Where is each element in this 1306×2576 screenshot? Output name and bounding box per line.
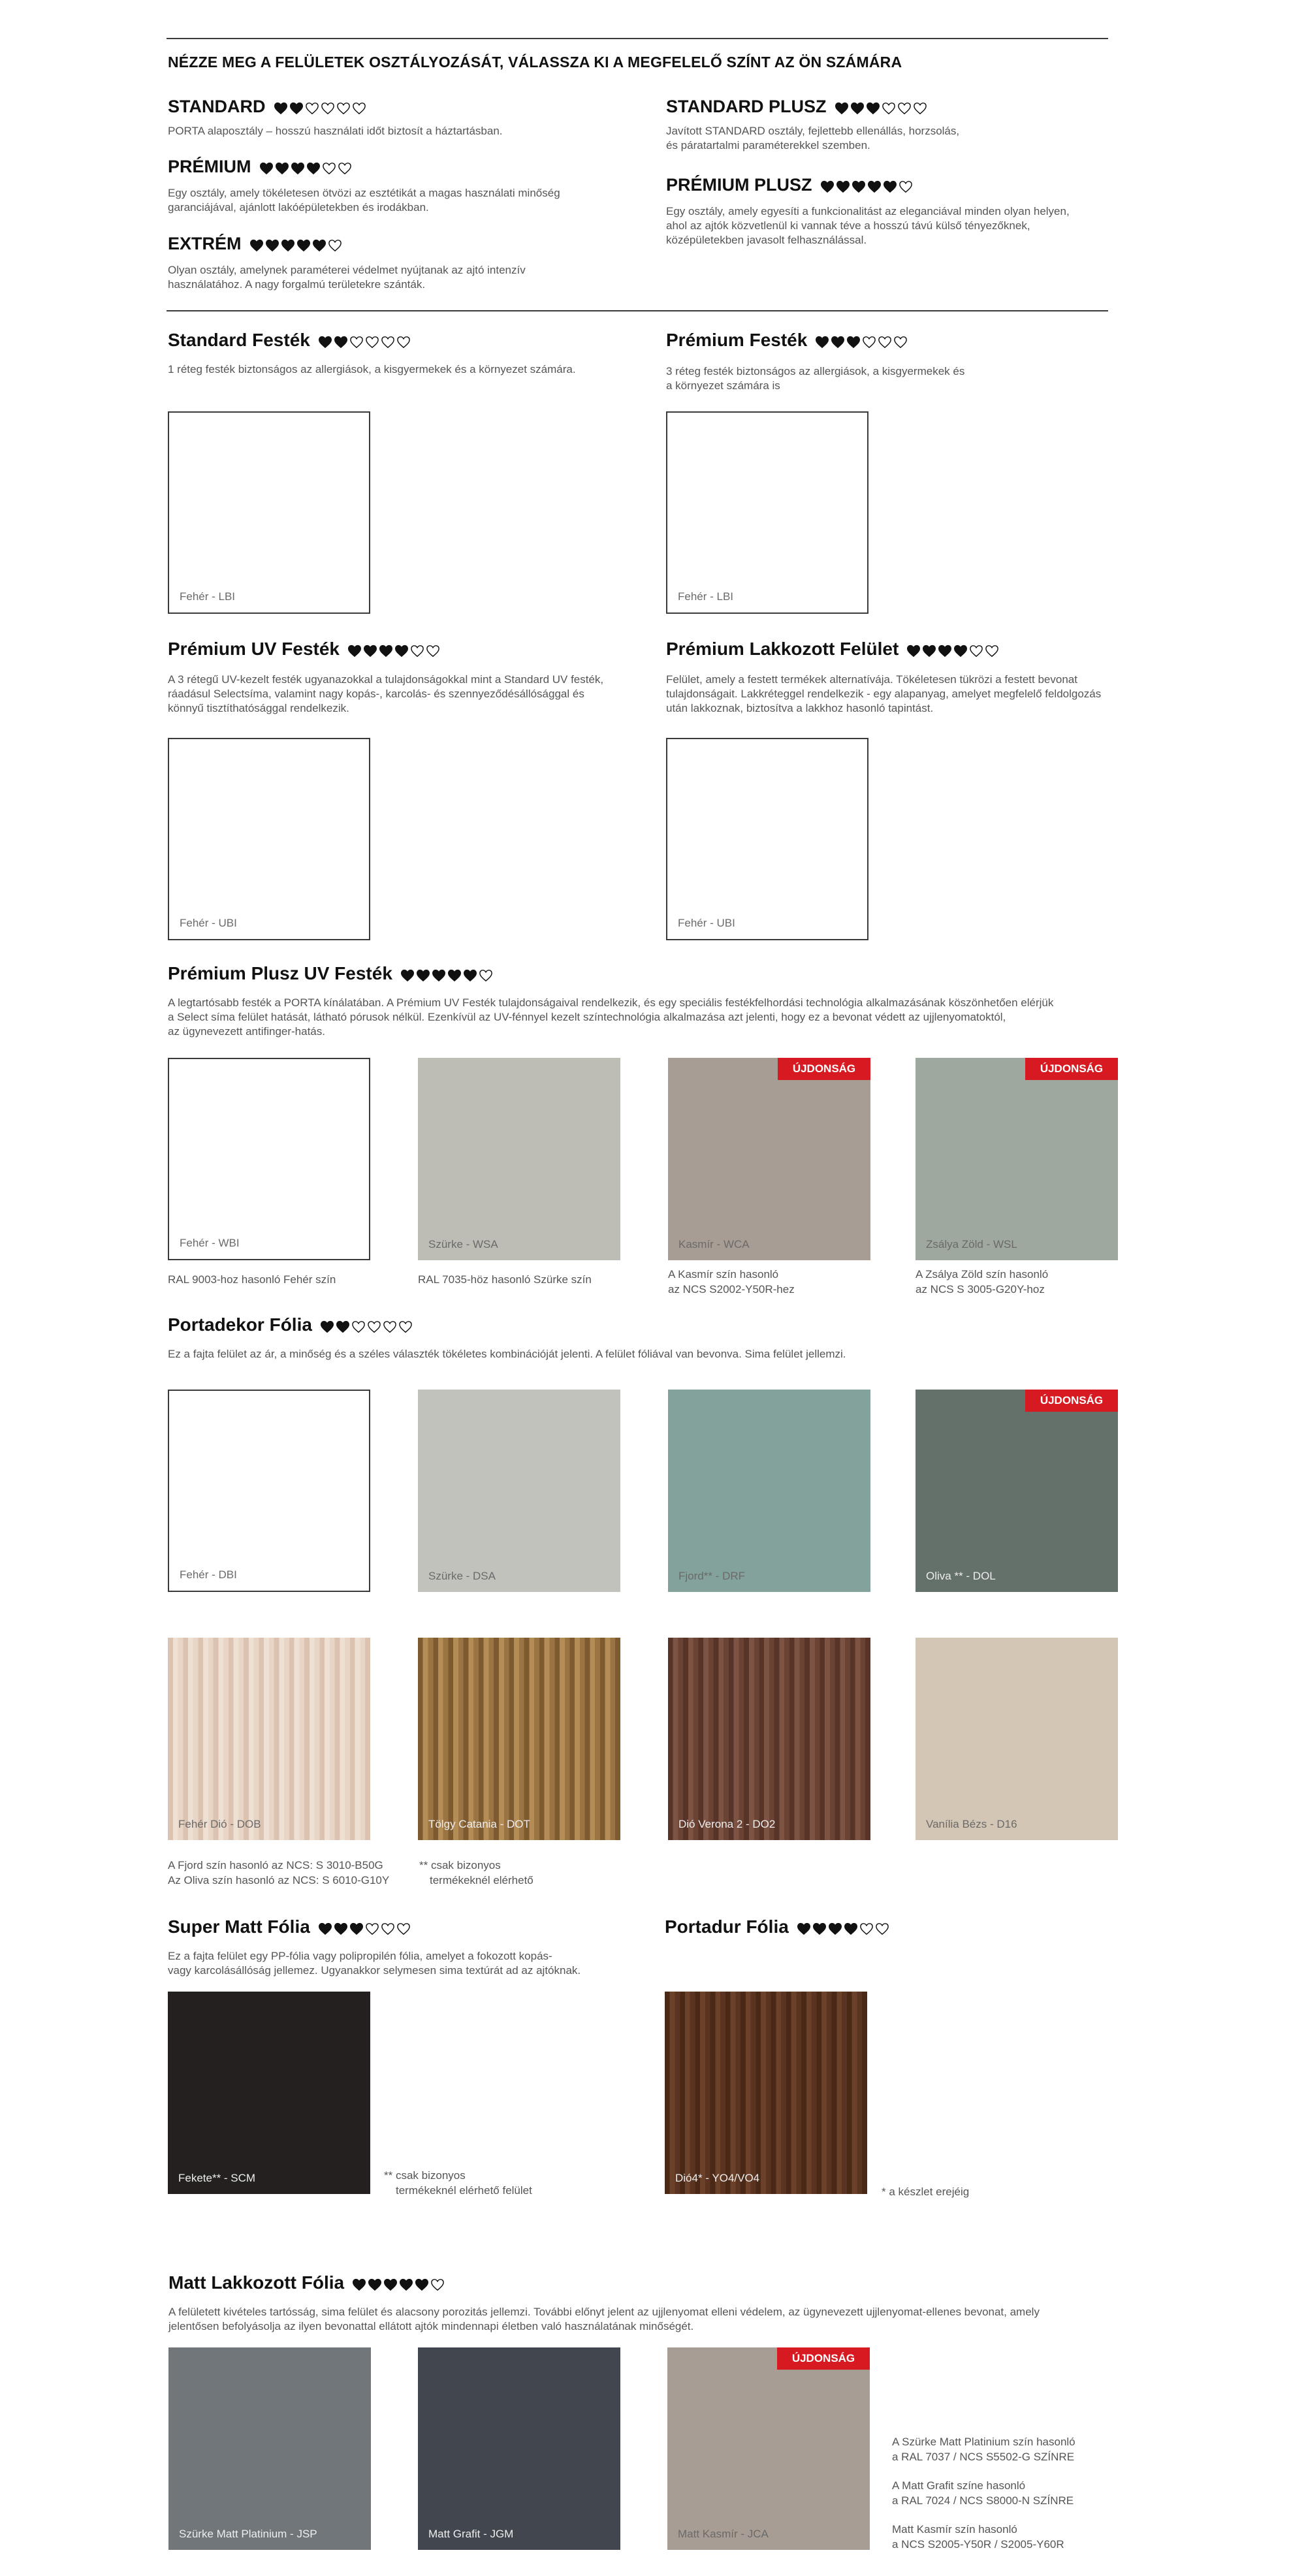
class-premium-title: PRÉMIUM <box>168 157 353 178</box>
new-badge: ÚJDONSÁG <box>1025 1390 1118 1412</box>
rating-hearts <box>318 1918 412 1939</box>
heart-filled-icon <box>850 102 865 115</box>
heart-outline-icon <box>328 239 342 252</box>
swatch-portadur-dio[interactable] <box>665 1992 867 2194</box>
swatch-note: RAL 7035-höz hasonló Szürke szín <box>418 1273 592 1286</box>
rating-hearts <box>259 157 353 178</box>
heart-filled-icon <box>394 644 409 658</box>
heart-outline-icon <box>969 644 983 658</box>
heart-outline-icon <box>426 644 440 658</box>
class-standard-plusz-desc: Javított STANDARD osztály, fejlettebb ellenállás, horzsolás, és páratartalmi paraméterekkel szemben. <box>666 125 960 151</box>
heart-filled-icon <box>815 336 829 349</box>
premium-plusz-uv-title: Prémium Plusz UV Festék <box>168 963 494 985</box>
swatch-ppu-kasmir[interactable] <box>668 1058 870 1260</box>
heart-outline-icon <box>859 1922 874 1935</box>
heart-outline-icon <box>321 102 335 115</box>
heart-outline-icon <box>336 102 351 115</box>
heart-filled-icon <box>820 180 835 193</box>
heart-filled-icon <box>866 102 880 115</box>
swatch-portadekor-dio-verona[interactable] <box>668 1638 870 1840</box>
rating-hearts <box>320 1316 414 1337</box>
swatch-portadekor-oliva[interactable] <box>916 1390 1118 1592</box>
rating-hearts <box>400 964 494 985</box>
heart-filled-icon <box>379 644 393 658</box>
portadekor-availability-note: ** csak bizonyos termékeknél elérhető <box>419 1859 534 1886</box>
heart-filled-icon <box>347 644 362 658</box>
rating-hearts <box>835 97 929 118</box>
heart-filled-icon <box>275 162 289 175</box>
heart-outline-icon <box>365 336 379 349</box>
rating-hearts <box>797 1918 891 1939</box>
swatch-ppu-zsalya[interactable] <box>916 1058 1118 1260</box>
premium-lakk-desc: Felület, amely a festett termékek alternatívája. Tökéletesen tükrözi a festett bevonat tulajdonságait. Lakkréteggel rendelkezik - egy alapanyag, amelyet megfelelő feldolgozás után lakkoznak, biztosítva a lakkhoz hasonló tapintást. <box>666 673 1102 714</box>
rating-hearts <box>820 176 914 196</box>
swatch-portadekor-fjord[interactable] <box>668 1390 870 1592</box>
portadekor-color-note: A Fjord szín hasonló az NCS: S 3010-B50G Az Oliva szín hasonló az NCS: S 6010-G10Y <box>168 1859 390 1886</box>
swatch-premium-festek-white[interactable] <box>666 411 868 614</box>
heart-filled-icon <box>922 644 936 658</box>
heart-filled-icon <box>906 644 921 658</box>
swatch-label: Szürke - DSA <box>428 1570 496 1582</box>
swatch-label: Dió Verona 2 - DO2 <box>678 1818 776 1830</box>
heart-filled-icon <box>867 180 882 193</box>
heart-outline-icon <box>899 180 913 193</box>
class-premium-plusz-title: PRÉMIUM PLUSZ <box>666 175 914 196</box>
swatch-ppu-grey[interactable] <box>418 1058 620 1260</box>
rating-hearts <box>815 331 909 352</box>
swatch-label: Oliva ** - DOL <box>926 1570 996 1582</box>
swatch-label: Fehér - DBI <box>180 1568 237 1581</box>
heart-filled-icon <box>836 180 850 193</box>
swatch-label: Kasmír - WCA <box>678 1238 750 1250</box>
rating-hearts <box>347 640 441 661</box>
standard-festek-desc: 1 réteg festék biztonságos az allergiások, a kisgyermekek és a környezet számára. <box>168 363 576 375</box>
swatch-label: Fekete** - SCM <box>178 2172 256 2184</box>
swatch-matt-kasmir[interactable] <box>667 2347 870 2550</box>
heart-filled-icon <box>306 162 321 175</box>
premium-uv-desc: A 3 rétegű UV-kezelt festék ugyanazokkal a tulajdonságokkal mint a Standard UV festék, ráadásul Selectsíma, valamint nagy kopás-, karcolás- és szennyeződésállósággal és könnyű tisztíthatósággal rendelkezik. <box>168 673 604 714</box>
swatch-portadekor-tolgy[interactable] <box>418 1638 620 1840</box>
premium-plusz-uv-desc: A legtartósabb festék a PORTA kínálatában. A Prémium UV Festék tulajdonságaival rendelkezik, és egy speciális festékfelhordási technológia alkalmazásának köszönhetően elérjük a Select síma felület hatását, látható pórusok nélkül. Ezenkívül az UV-fénnyel kezelt színtechnológia alkalmazása azt jelenti, hogy ez a bevonat védett az ujjlenyomatoktól, az ügynevezett antifinger-hatás. <box>168 996 1054 1038</box>
heart-filled-icon <box>399 2278 413 2291</box>
portadur-note: * a készlet erejéig <box>882 2186 970 2198</box>
heart-filled-icon <box>432 969 446 982</box>
swatch-portadekor-white[interactable] <box>168 1390 370 1592</box>
heart-filled-icon <box>368 2278 382 2291</box>
swatch-label: Tölgy Catania - DOT <box>428 1818 530 1830</box>
heart-filled-icon <box>318 336 332 349</box>
super-matt-note: ** csak bizonyos termékeknél elérhető felület <box>384 2169 532 2197</box>
heart-filled-icon <box>953 644 968 658</box>
heart-outline-icon <box>383 1320 397 1333</box>
heart-filled-icon <box>274 102 288 115</box>
heart-filled-icon <box>312 239 326 252</box>
heart-outline-icon <box>381 1922 395 1935</box>
heart-filled-icon <box>447 969 462 982</box>
heart-filled-icon <box>349 1922 364 1935</box>
class-extrem-desc: Olyan osztály, amelynek paraméterei védelmet nyújtanak az ajtó intenzív használatához. A nagy forgalmú területekre szánták. <box>168 264 526 291</box>
swatch-portadekor-vanilia[interactable] <box>916 1638 1118 1840</box>
matt-lakk-desc: A felületett kivételes tartósság, sima felület és alacsony porozitás jellemzi. További előnyt jelent az ujjlenyomat elleni védelem, az ügynevezett ujjlenyomat-ellenes bevonat, amely jelentősen befolyásolja az ilyen bevonattal ellátott ajtók mindennapi életben való használatának minőségét. <box>168 2306 1040 2332</box>
rating-hearts <box>906 640 1000 661</box>
heart-filled-icon <box>852 180 866 193</box>
swatch-label: Vanília Bézs - D16 <box>926 1818 1017 1830</box>
rating-hearts <box>318 331 412 352</box>
heart-filled-icon <box>846 336 861 349</box>
heart-outline-icon <box>338 162 352 175</box>
premium-lakk-title: Prémium Lakkozott Felület <box>666 639 1000 661</box>
heart-outline-icon <box>398 1320 413 1333</box>
super-matt-desc: Ez a fajta felület egy PP-fólia vagy polipropilén fólia, amelyet a fokozott kopás- vagy karcolásállóság jellemez. Ugyanakkor selymesen sima textúrát ad az ajtóknak. <box>168 1950 581 1977</box>
heart-filled-icon <box>296 239 311 252</box>
swatch-premium-uv-white[interactable] <box>168 738 370 940</box>
heart-filled-icon <box>265 239 279 252</box>
heart-filled-icon <box>259 162 274 175</box>
swatch-portadekor-feher-dio[interactable] <box>168 1638 370 1840</box>
premium-festek-desc: 3 réteg festék biztonságos az allergiások, a kisgyermekek és a környezet számára is <box>666 365 965 392</box>
new-badge: ÚJDONSÁG <box>1025 1058 1118 1080</box>
swatch-label: Szürke Matt Platinium - JSP <box>179 2528 317 2540</box>
swatch-label: Fehér Dió - DOB <box>178 1818 261 1830</box>
swatch-label: Zsálya Zöld - WSL <box>926 1238 1017 1250</box>
super-matt-title: Super Matt Fólia <box>168 1916 412 1939</box>
swatch-matt-grafit[interactable] <box>418 2347 620 2550</box>
portadekor-title: Portadekor Fólia <box>168 1314 414 1337</box>
heart-filled-icon <box>352 2278 366 2291</box>
heart-filled-icon <box>289 102 304 115</box>
class-standard-desc: PORTA alaposztály – hosszú használati időt biztosít a háztartásban. <box>168 125 503 137</box>
heart-filled-icon <box>400 969 415 982</box>
standard-festek-title: Standard Festék <box>168 330 412 352</box>
new-badge: ÚJDONSÁG <box>778 1058 870 1080</box>
rating-hearts <box>249 234 343 255</box>
section-divider <box>167 310 1108 311</box>
swatch-label: Fehér - UBI <box>180 917 237 929</box>
heart-filled-icon <box>463 969 477 982</box>
heart-outline-icon <box>875 1922 889 1935</box>
heart-outline-icon <box>430 2278 445 2291</box>
heart-filled-icon <box>416 969 430 982</box>
heart-outline-icon <box>351 1320 366 1333</box>
heart-outline-icon <box>381 336 395 349</box>
swatch-premium-lakk-white[interactable] <box>666 738 868 940</box>
heart-filled-icon <box>334 1922 348 1935</box>
swatch-label: Fehér - LBI <box>678 590 734 603</box>
heart-filled-icon <box>320 1320 334 1333</box>
heart-outline-icon <box>367 1320 381 1333</box>
heart-filled-icon <box>281 239 295 252</box>
heart-outline-icon <box>882 102 896 115</box>
heart-outline-icon <box>479 969 493 982</box>
top-divider <box>167 38 1108 39</box>
heart-outline-icon <box>305 102 319 115</box>
heart-outline-icon <box>985 644 999 658</box>
heart-filled-icon <box>797 1922 811 1935</box>
swatch-label: Fehér - WBI <box>180 1237 240 1249</box>
portadur-title: Portadur Fólia <box>665 1916 891 1939</box>
heart-filled-icon <box>812 1922 827 1935</box>
heart-outline-icon <box>913 102 927 115</box>
heart-outline-icon <box>352 102 366 115</box>
heart-filled-icon <box>828 1922 842 1935</box>
swatch-ppu-white[interactable] <box>168 1058 370 1260</box>
heart-filled-icon <box>835 102 849 115</box>
heart-filled-icon <box>938 644 952 658</box>
heart-filled-icon <box>363 644 377 658</box>
premium-uv-title: Prémium UV Festék <box>168 639 441 661</box>
matt-lakk-color-notes: A Szürke Matt Platinium szín hasonló a RAL 7037 / NCS S5502-G SZÍNRE A Matt Grafit színe hasonló a RAL 7024 / NCS S8000-N SZÍNRE Matt Kasmír szín hasonló a NCS S2005-Y50R / S2005-Y60R <box>892 2436 1075 2551</box>
swatch-label: Szürke - WSA <box>428 1238 498 1250</box>
premium-festek-title: Prémium Festék <box>666 330 909 352</box>
swatch-note: RAL 9003-hoz hasonló Fehér szín <box>168 1273 336 1286</box>
class-extrem-title: EXTRÉM <box>168 234 343 255</box>
heart-filled-icon <box>318 1922 332 1935</box>
heart-filled-icon <box>336 1320 350 1333</box>
heart-filled-icon <box>291 162 305 175</box>
swatch-note: A Zsálya Zöld szín hasonló az NCS S 3005-G20Y-hoz <box>916 1268 1049 1296</box>
page-title: NÉZZE MEG A FELÜLETEK OSZTÁLYOZÁSÁT, VÁLASSZA KI A MEGFELELŐ SZÍNT AZ ÖN SZÁMÁRA <box>168 54 902 71</box>
swatch-label: Fjord** - DRF <box>678 1570 746 1582</box>
class-premium-plusz-desc: Egy osztály, amely egyesíti a funkcionalitást az eleganciával minden olyan helyen, ahol az ajtók közvetlenül ki vannak téve a hosszú távú külső tényezőknek, középületekben javasolt felhasználással. <box>666 205 1070 246</box>
swatch-label: Matt Grafit - JGM <box>428 2528 514 2540</box>
heart-outline-icon <box>893 336 908 349</box>
swatch-label: Fehér - UBI <box>678 917 735 929</box>
swatch-note: A Kasmír szín hasonló az NCS S2002-Y50R-hez <box>668 1268 795 1296</box>
swatch-portadekor-grey[interactable] <box>418 1390 620 1592</box>
heart-outline-icon <box>897 102 912 115</box>
heart-filled-icon <box>831 336 845 349</box>
heart-filled-icon <box>249 239 264 252</box>
class-standard-title: STANDARD <box>168 97 368 118</box>
class-premium-desc: Egy osztály, amely tökéletesen ötvözi az esztétikát a magas használati minőség garanciájával, ajánlott lakóépületekben és irodákban. <box>168 187 560 214</box>
heart-filled-icon <box>844 1922 858 1935</box>
heart-outline-icon <box>349 336 364 349</box>
heart-outline-icon <box>396 1922 411 1935</box>
heart-filled-icon <box>883 180 897 193</box>
heart-outline-icon <box>365 1922 379 1935</box>
swatch-matt-platinium[interactable] <box>168 2347 371 2550</box>
heart-outline-icon <box>410 644 424 658</box>
new-badge: ÚJDONSÁG <box>777 2347 870 2370</box>
swatch-super-matt-black[interactable] <box>168 1992 370 2194</box>
portadekor-desc: Ez a fajta felület az ár, a minőség és a széles választék tökéletes kombinációját jelenti. A felület fóliával van bevonva. Sima felület jellemzi. <box>168 1348 846 1360</box>
swatch-standard-festek-white[interactable] <box>168 411 370 614</box>
heart-outline-icon <box>322 162 336 175</box>
heart-outline-icon <box>862 336 876 349</box>
swatch-label: Dió4* - YO4/VO4 <box>675 2172 760 2184</box>
swatch-label: Matt Kasmír - JCA <box>678 2528 769 2540</box>
rating-hearts <box>274 97 368 118</box>
heart-filled-icon <box>415 2278 429 2291</box>
heart-filled-icon <box>334 336 348 349</box>
swatch-label: Fehér - LBI <box>180 590 236 603</box>
class-standard-plusz-title: STANDARD PLUSZ <box>666 97 929 118</box>
heart-outline-icon <box>396 336 411 349</box>
rating-hearts <box>352 2274 446 2295</box>
matt-lakk-title: Matt Lakkozott Fólia <box>168 2272 446 2295</box>
heart-outline-icon <box>878 336 892 349</box>
heart-filled-icon <box>383 2278 398 2291</box>
